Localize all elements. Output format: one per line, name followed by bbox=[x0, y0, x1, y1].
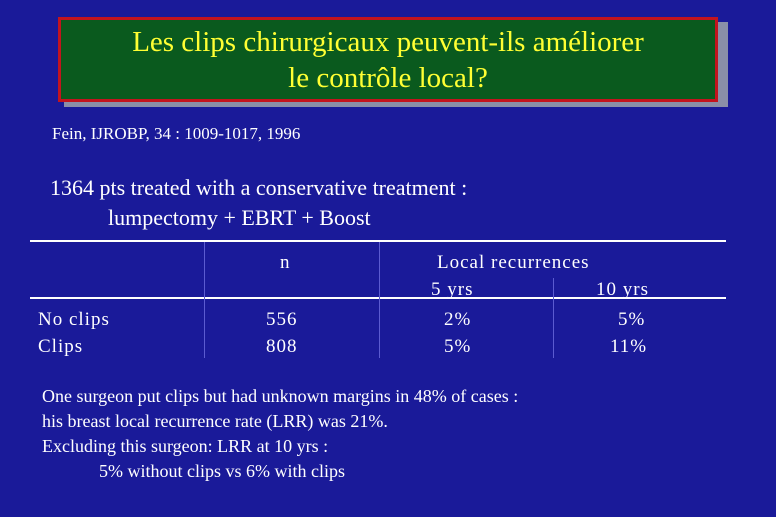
slide-title-line2: le contrôle local? bbox=[288, 61, 488, 94]
slide-title bbox=[58, 17, 718, 102]
row-label: No clips bbox=[38, 309, 110, 330]
header-10-yrs: 10 yrs bbox=[596, 279, 649, 300]
table-col-divider bbox=[379, 242, 380, 358]
note-line2: his breast local recurrence rate (LRR) was 21%. bbox=[42, 411, 388, 431]
note-line4: 5% without clips vs 6% with clips bbox=[99, 461, 345, 481]
results-table bbox=[30, 240, 726, 358]
table-top-rule bbox=[30, 240, 726, 242]
intro-line1: 1364 pts treated with a conservative treatment : bbox=[50, 175, 468, 200]
table-col-divider bbox=[553, 278, 554, 358]
header-5-yrs: 5 yrs bbox=[431, 279, 474, 300]
row-n: 808 bbox=[266, 336, 298, 357]
intro-line2: lumpectomy + EBRT + Boost bbox=[108, 205, 371, 230]
citation: Fein, IJROBP, 34 : 1009-1017, 1996 bbox=[52, 124, 301, 143]
row-5yr: 2% bbox=[444, 309, 472, 330]
note-line1: One surgeon put clips but had unknown margins in 48% of cases : bbox=[42, 386, 519, 406]
note-line3: Excluding this surgeon: LRR at 10 yrs : bbox=[42, 436, 329, 456]
slide-title-line1: Les clips chirurgicaux peuvent-ils améliorer bbox=[132, 25, 644, 58]
header-local-recurrences: Local recurrences bbox=[437, 252, 590, 273]
row-n: 556 bbox=[266, 309, 298, 330]
row-10yr: 5% bbox=[618, 309, 646, 330]
row-label: Clips bbox=[38, 336, 84, 357]
table-col-divider bbox=[204, 242, 205, 358]
notes bbox=[42, 384, 518, 484]
row-10yr: 11% bbox=[610, 336, 648, 357]
intro-text bbox=[50, 173, 467, 233]
row-5yr: 5% bbox=[444, 336, 472, 357]
header-n: n bbox=[280, 252, 291, 273]
